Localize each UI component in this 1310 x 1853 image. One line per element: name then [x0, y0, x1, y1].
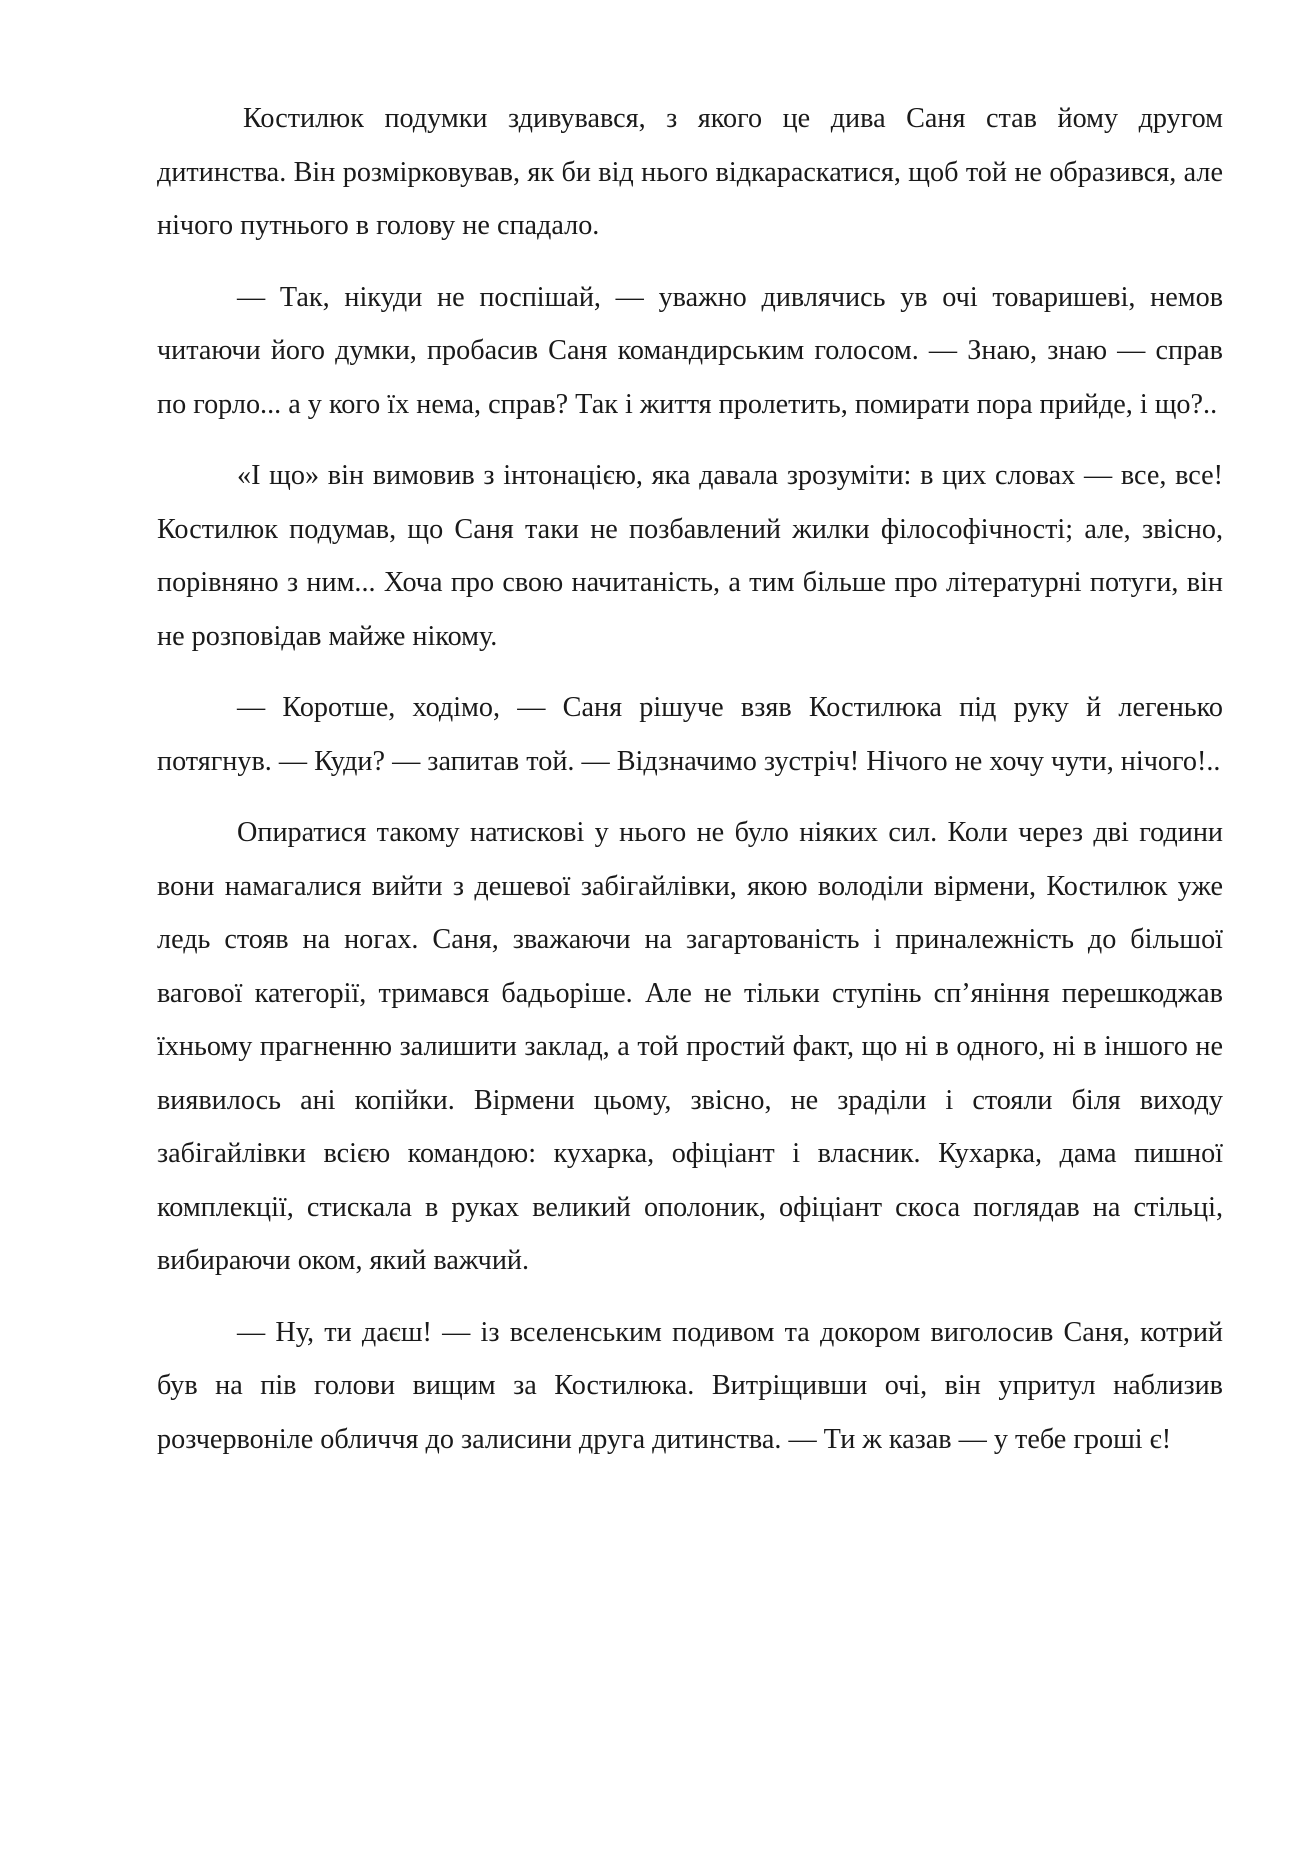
paragraph-2: — Так, нікуди не поспішай, — уважно дивлячись ув очі товаришеві, немов читаючи його думки, пробасив Саня командирським голосом. — Знаю, знаю — справ по горло... а у кого їх нема, справ? Так і життя пролетить, помирати пора прийде, і що?..: [157, 281, 1223, 420]
paragraph-1: Костилюк подумки здивувався, з якого це дива Саня став йому другом дитинства. Він розмірковував, як би від нього відкараскатися, щоб той не образився, але нічого путнього в голову не спадало.: [157, 103, 1223, 241]
document-body: [157, 92, 1223, 1484]
paragraph-5: Опиратися такому натискові у нього не було ніяких сил. Коли через дві години вони намагалися вийти з дешевої забігайлівки, якою володіли вірмени, Костилюк уже ледь стояв на ногах. Саня, зважаючи на загартованість і приналежність до більшої вагової категорії, тримався бадьоріше. Але не тільки ступінь сп’яніння перешкоджав їхньому прагненню залишити заклад, а той простий факт, що ні в одного, ні в іншого не виявилось ані копійки. Вірмени цьому, звісно, не зраділи і стояли біля виходу забігайлівки всією командою: кухарка, офіціант і власник. Кухарка, дама пишної комплекції, стискала в руках великий ополоник, офіціант скоса поглядав на стільці, вибираючи оком, який важчий.: [157, 817, 1223, 1276]
paragraph-4: — Коротше, ходімо, — Саня рішуче взяв Костилюка під руку й легенько потягнув. — Куди? — запитав той. — Відзначимо зустріч! Нічого не хочу чути, нічого!..: [157, 692, 1223, 777]
paragraph-6: — Ну, ти даєш! — із вселенським подивом та докором виголосив Саня, котрий був на пів голови вищим за Костилюка. Витріщивши очі, він упритул наблизив розчервоніле обличчя до залисини друга дитинства. — Ти ж казав — у тебе гроші є!: [157, 1316, 1223, 1455]
paragraph-3: «І що» він вимовив з інтонацією, яка давала зрозуміти: в цих словах — все, все! Костилюк подумав, що Саня таки не позбавлений жилки філософічності; але, звісно, порівняно з ним... Хоча про свою начитаність, а тим більше про літературні потуги, він не розповідав майже нікому.: [157, 460, 1223, 652]
